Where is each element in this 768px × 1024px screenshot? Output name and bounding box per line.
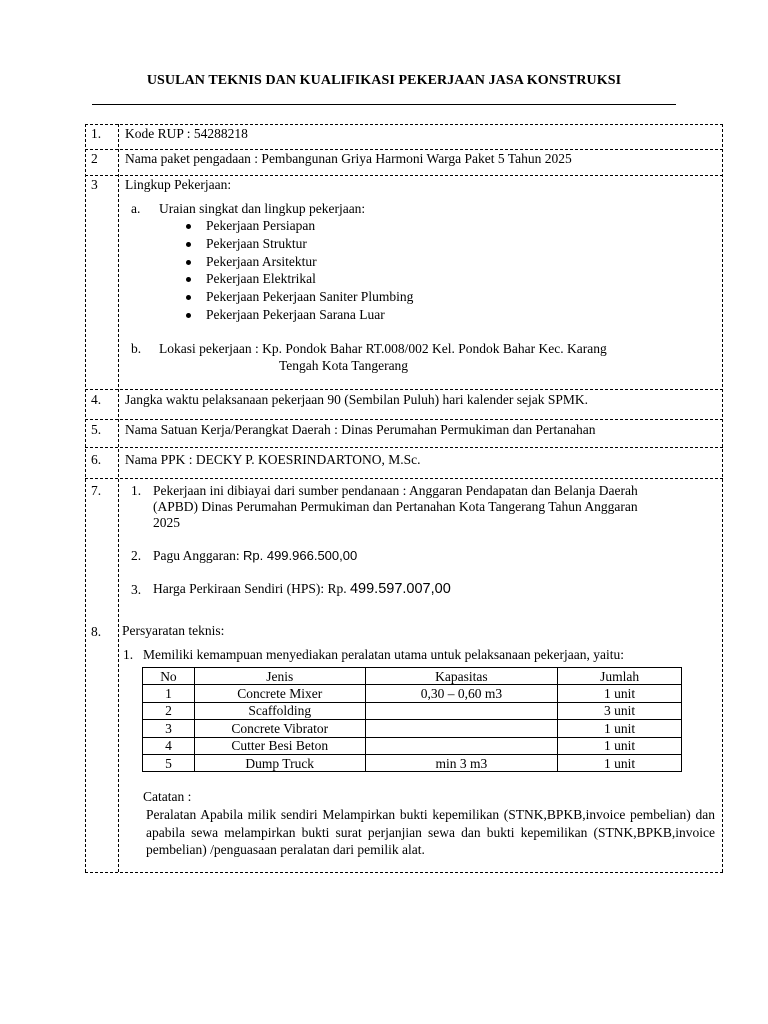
table-cell: [365, 720, 558, 737]
kode-rup: Kode RUP : 54288218: [125, 126, 248, 141]
funding-source-year: 2025: [153, 515, 180, 530]
sub-label: b.: [131, 341, 142, 356]
table-cell: 4: [143, 737, 195, 754]
row-number: 3: [91, 177, 98, 192]
budget-ceiling-value: Rp. 499.966.500,00: [243, 548, 358, 563]
table-cell: Concrete Mixer: [194, 685, 365, 702]
budget-ceiling-label: Pagu Anggaran:: [153, 548, 243, 563]
column-header: Kapasitas: [365, 668, 558, 685]
frame-left-edge: [85, 124, 86, 872]
work-unit: Nama Satuan Kerja/Perangkat Daerah : Dinas Perumahan Permukiman dan Pertanahan: [125, 422, 596, 437]
table-row: [143, 720, 682, 737]
table-cell: Dump Truck: [194, 754, 365, 771]
row-number: 2: [91, 151, 98, 166]
column-header: No: [143, 668, 195, 685]
note-text: Peralatan Apabila milik sendiri Melampirkan bukti kepemilikan (STNK,BPKB,invoice pembelian) dan apabila sewa melampirkan bukti surat perjanjian sewa dan bukti kepemilikan (STNK,BPKB,invoice pembelian) /penguasaan peralatan dari pemilik alat.: [146, 807, 715, 857]
row-number: 5.: [91, 422, 102, 437]
table-cell: 3: [143, 720, 195, 737]
table-cell: 1 unit: [558, 737, 682, 754]
list-item: Pekerjaan Persiapan: [182, 217, 413, 235]
hps-estimate: [153, 581, 451, 597]
table-cell: 2: [143, 702, 195, 719]
document-title: USULAN TEKNIS DAN KUALIFIKASI PEKERJAAN JASA KONSTRUKSI: [146, 73, 622, 88]
budget-ceiling: [153, 548, 357, 564]
column-header: Jenis: [194, 668, 365, 685]
list-item: Pekerjaan Struktur: [182, 235, 413, 253]
equipment-requirement: Memiliki kemampuan menyediakan peralatan utama untuk pelaksanaan pekerjaan, yaitu:: [143, 647, 624, 662]
funding-source-continued: (APBD) Dinas Perumahan Permukiman dan Pertanahan Kota Tangerang Tahun Anggaran: [153, 499, 638, 514]
table-cell: [365, 702, 558, 719]
list-item: Pekerjaan Pekerjaan Sarana Luar: [182, 306, 413, 324]
row-divider: [85, 872, 723, 873]
sub-label: 1.: [123, 647, 134, 662]
row-divider: [85, 175, 723, 176]
hps-label: Harga Perkiraan Sendiri (HPS): Rp.: [153, 581, 350, 596]
table-cell: 0,30 – 0,60 m3: [365, 685, 558, 702]
technical-requirements-heading: Persyaratan teknis:: [122, 623, 225, 638]
table-cell: 1 unit: [558, 720, 682, 737]
table-cell: 3 unit: [558, 702, 682, 719]
row-divider: [85, 124, 723, 125]
table-cell: min 3 m3: [365, 754, 558, 771]
title-underline: [92, 104, 676, 105]
table-cell: 1 unit: [558, 685, 682, 702]
table-row: [143, 702, 682, 719]
equipment-table: [142, 667, 682, 772]
sub-label: 1.: [131, 483, 142, 498]
table-cell: [365, 737, 558, 754]
hps-value: 499.597.007,00: [349, 581, 451, 597]
work-duration: Jangka waktu pelaksanaan pekerjaan 90 (Sembilan Puluh) hari kalender sejak SPMK.: [125, 392, 588, 407]
frame-right-edge: [722, 124, 723, 872]
work-location-continued: Tengah Kota Tangerang: [279, 358, 409, 373]
row-number: 4.: [91, 392, 102, 407]
row-number: 6.: [91, 452, 102, 467]
list-item: Pekerjaan Elektrikal: [182, 270, 413, 288]
table-cell: Cutter Besi Beton: [194, 737, 365, 754]
table-cell: Scaffolding: [194, 702, 365, 719]
table-cell: 1: [143, 685, 195, 702]
table-row: [143, 685, 682, 702]
sub-label: a.: [131, 201, 141, 216]
funding-source: Pekerjaan ini dibiayai dari sumber pendanaan : Anggaran Pendapatan dan Belanja Daerah: [153, 483, 638, 498]
scope-heading: Lingkup Pekerjaan:: [125, 177, 232, 192]
row-divider: [85, 447, 723, 448]
sub-label: 3.: [131, 582, 142, 597]
package-name: Nama paket pengadaan : Pembangunan Griya Harmoni Warga Paket 5 Tahun 2025: [125, 151, 572, 166]
work-location: Lokasi pekerjaan : Kp. Pondok Bahar RT.008/002 Kel. Pondok Bahar Kec. Karang: [159, 341, 607, 356]
scope-list: [182, 217, 413, 324]
row-number: 7.: [91, 483, 102, 498]
table-header-row: [143, 668, 682, 685]
list-item: Pekerjaan Pekerjaan Saniter Plumbing: [182, 288, 413, 306]
row-divider: [85, 389, 723, 390]
table-row: [143, 754, 682, 771]
note-label: Catatan :: [143, 789, 192, 804]
table-row: [143, 737, 682, 754]
row-number: 1.: [91, 126, 102, 141]
row-number: 8.: [91, 624, 102, 639]
table-cell: Concrete Vibrator: [194, 720, 365, 737]
list-item: Pekerjaan Arsitektur: [182, 253, 413, 271]
table-cell: 1 unit: [558, 754, 682, 771]
row-divider: [85, 478, 723, 479]
sub-label: 2.: [131, 548, 142, 563]
row-divider: [85, 149, 723, 150]
row-divider: [85, 419, 723, 420]
column-header: Jumlah: [558, 668, 682, 685]
ppk-name: Nama PPK : DECKY P. KOESRINDARTONO, M.Sc.: [125, 452, 421, 467]
table-cell: 5: [143, 754, 195, 771]
number-column-divider: [118, 124, 119, 872]
scope-description: Uraian singkat dan lingkup pekerjaan:: [159, 201, 366, 216]
